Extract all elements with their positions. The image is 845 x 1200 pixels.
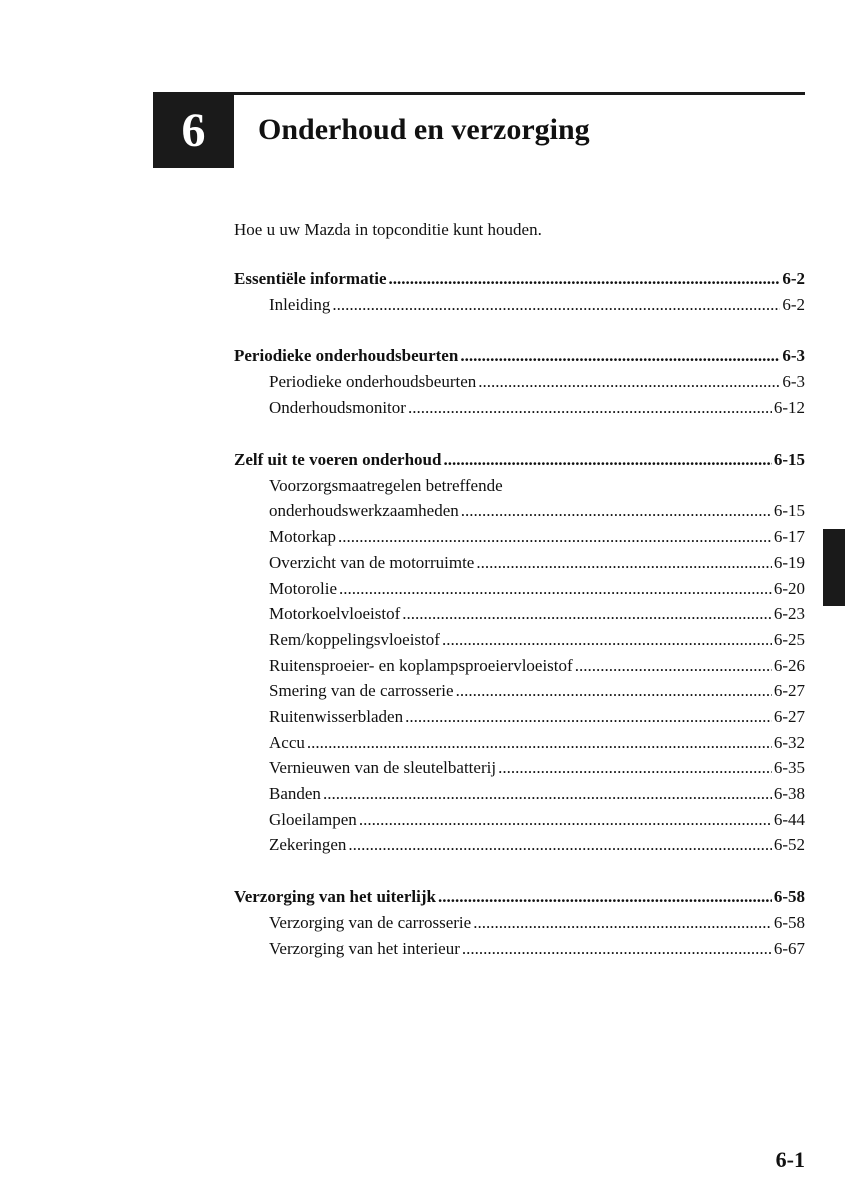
chapter-number-box — [153, 92, 234, 168]
toc-page-ref: 6-17 — [773, 527, 805, 546]
toc-item-rem-koppelingsvloeistof[interactable] — [269, 629, 805, 651]
toc-section-verzorging-uiterlijk[interactable] — [234, 886, 805, 908]
toc-page-ref: 6-23 — [773, 604, 805, 623]
toc-leader — [323, 783, 772, 805]
toc-item-ruitenwisserbladen[interactable] — [269, 706, 805, 728]
toc-item-verzorging-carrosserie[interactable] — [269, 912, 805, 934]
toc-page-ref: 6-15 — [773, 501, 805, 520]
toc-item-sleutelbatterij[interactable] — [269, 757, 805, 779]
toc-section-title: Verzorging van het uiterlijk — [234, 887, 436, 906]
toc-page-ref: 6-32 — [773, 733, 805, 752]
toc-item-gloeilampen[interactable] — [269, 809, 805, 831]
toc-leader — [473, 912, 772, 934]
toc-leader — [339, 578, 772, 600]
toc-item-label: Motorolie — [269, 579, 337, 598]
toc-leader — [307, 732, 772, 754]
toc-page-ref: 6-52 — [773, 835, 805, 854]
toc-item-motorkap[interactable] — [269, 526, 805, 548]
toc-item-onderhoudswerkzaamheden[interactable] — [269, 500, 805, 522]
chapter-number: 6 — [181, 103, 206, 157]
toc-page-ref: 6-15 — [773, 450, 805, 469]
toc-leader — [575, 655, 772, 677]
toc-section-title: Essentiële informatie — [234, 269, 387, 288]
toc-leader — [438, 886, 772, 908]
toc-page-ref: 6-44 — [773, 810, 805, 829]
toc-section-title: Periodieke onderhoudsbeurten — [234, 346, 459, 365]
toc-page-ref: 6-19 — [773, 553, 805, 572]
toc-item-banden[interactable] — [269, 783, 805, 805]
toc-leader — [408, 397, 772, 419]
chapter-title-rule — [234, 92, 805, 95]
toc-item-label: Ruitenwisserbladen — [269, 707, 404, 726]
toc-leader — [498, 757, 772, 779]
toc-page-ref: 6-2 — [782, 295, 805, 314]
toc-item-smering-carrosserie[interactable] — [269, 680, 805, 702]
toc-leader — [462, 938, 772, 960]
toc-leader — [461, 500, 772, 522]
toc-item-label: Banden — [269, 784, 321, 803]
toc-page-ref: 6-27 — [773, 681, 805, 700]
toc-leader — [478, 371, 780, 393]
toc-item-label: Onderhoudsmonitor — [269, 398, 406, 417]
toc-item-label: Motorkap — [269, 527, 337, 546]
toc-item-motorkoelvloeistof[interactable] — [269, 603, 805, 625]
toc-item-label: Periodieke onderhoudsbeurten — [269, 372, 477, 391]
toc-section-periodieke-onderhoudsbeurten[interactable] — [234, 345, 805, 367]
toc-leader — [443, 449, 771, 471]
toc-item-label: Overzicht van de motorruimte — [269, 553, 475, 572]
page-number: 6-1 — [775, 1147, 805, 1172]
toc-leader — [359, 809, 772, 831]
toc-item-ruitensproeier-vloeistof[interactable] — [269, 655, 805, 677]
toc-item-label: Rem/koppelingsvloeistof — [269, 630, 440, 649]
toc-item-accu[interactable] — [269, 732, 805, 754]
toc-leader — [338, 526, 772, 548]
toc-item-motorolie[interactable] — [269, 578, 805, 600]
toc-page-ref: 6-35 — [773, 758, 805, 777]
toc-item-label: Zekeringen — [269, 835, 347, 854]
toc-item-overzicht-motorruimte[interactable] — [269, 552, 805, 574]
toc-page-ref: 6-2 — [782, 269, 805, 288]
toc-page-ref: 6-58 — [773, 887, 805, 906]
toc-item-verzorging-interieur[interactable] — [269, 938, 805, 960]
toc-section-essentiele-informatie[interactable] — [234, 268, 805, 290]
toc-leader — [442, 629, 772, 651]
toc-item-inleiding[interactable] — [269, 294, 805, 316]
toc-leader — [460, 345, 780, 367]
toc-page-ref: 6-58 — [773, 913, 805, 932]
toc-item-label: Smering van de carrosserie — [269, 681, 454, 700]
toc-item-label: Vernieuwen van de sleutelbatterij — [269, 758, 497, 777]
toc-item-label: Verzorging van de carrosserie — [269, 913, 472, 932]
toc-item-zekeringen[interactable] — [269, 834, 805, 856]
toc-item-periodieke-onderhoudsbeurten[interactable] — [269, 371, 805, 393]
toc-page-ref: 6-38 — [773, 784, 805, 803]
chapter-title: Onderhoud en verzorging — [258, 113, 590, 146]
toc-leader — [389, 268, 781, 290]
toc-item-label: Motorkoelvloeistof — [269, 604, 401, 623]
toc-item-onderhoudsmonitor[interactable] — [269, 397, 805, 419]
toc-section-title: Zelf uit te voeren onderhoud — [234, 450, 442, 469]
toc-page-ref: 6-25 — [773, 630, 805, 649]
toc-section-zelf-uit-te-voeren-onderhoud[interactable] — [234, 449, 805, 471]
toc-page-ref: 6-27 — [773, 707, 805, 726]
toc-item-label: Gloeilampen — [269, 810, 357, 829]
toc-leader — [332, 294, 780, 316]
toc-leader — [348, 834, 771, 856]
toc-leader — [405, 706, 772, 728]
toc-item-label: Ruitensproeier- en koplampsproeiervloeistof — [269, 656, 573, 675]
toc-leader — [456, 680, 772, 702]
toc-item-label: Verzorging van het interieur — [269, 939, 460, 958]
toc-item-voorzorgsmaatregelen-line1[interactable]: Voorzorgsmaatregelen betreffende — [269, 476, 503, 495]
toc-page-ref: 6-3 — [782, 372, 805, 391]
chapter-thumb-tab — [823, 529, 845, 606]
chapter-intro: Hoe u uw Mazda in topconditie kunt houden. — [234, 220, 542, 239]
toc-leader — [402, 603, 772, 625]
toc-item-label: Accu — [269, 733, 305, 752]
toc-page-ref: 6-12 — [773, 398, 805, 417]
toc-page-ref: 6-20 — [773, 579, 805, 598]
toc-page-ref: 6-67 — [773, 939, 805, 958]
toc-item-label: onderhoudswerkzaamheden — [269, 501, 459, 520]
toc-leader — [476, 552, 771, 574]
toc-item-label: Inleiding — [269, 295, 331, 314]
toc-page-ref: 6-26 — [773, 656, 805, 675]
toc-page-ref: 6-3 — [782, 346, 805, 365]
